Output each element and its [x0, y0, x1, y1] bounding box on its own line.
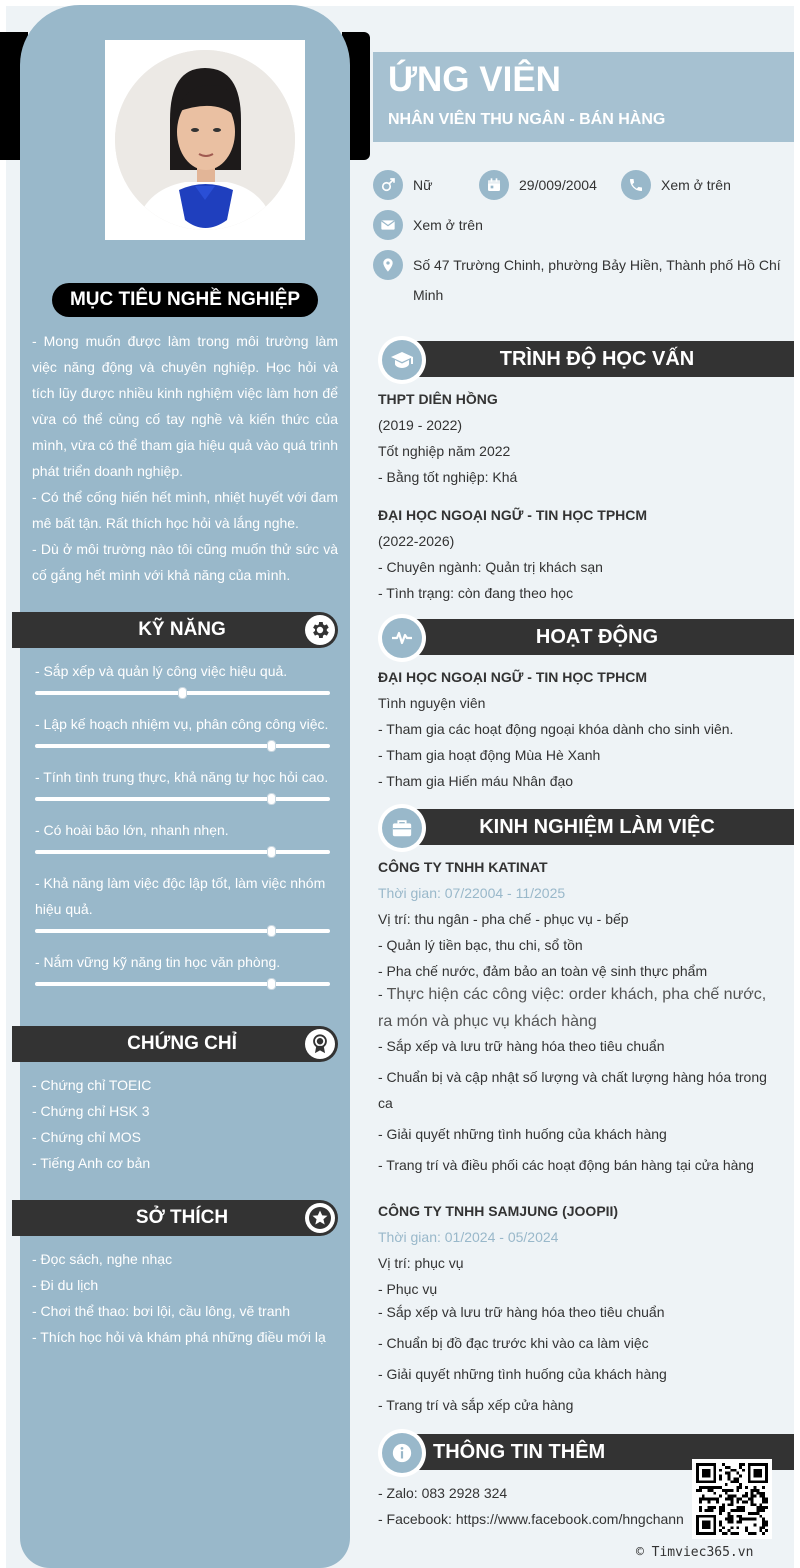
skill-bar [35, 982, 330, 986]
skills-header [12, 612, 338, 648]
job-line: Thực hiện các công việc: order khách, pha chế nước, ra món và phục vụ khách hàng [378, 986, 767, 1030]
activity-line: - Tham gia các hoạt động ngoại khóa dành cho sinh viên. [378, 721, 734, 737]
skill-level-knob [268, 741, 275, 751]
school-name: THPT DIÊN HỒNG [378, 391, 498, 407]
activities-header-badge [378, 614, 426, 662]
award-icon [305, 1029, 335, 1059]
qr-code [692, 1459, 772, 1539]
candidate-position: NHÂN VIÊN THU NGÂN - BÁN HÀNG [388, 111, 666, 128]
phone-text: Xem ở trên [661, 177, 731, 193]
birthday-text: 29/009/2004 [519, 177, 597, 193]
certificates-header [12, 1026, 338, 1062]
skill-level-knob [179, 688, 186, 698]
job-line-large [378, 981, 778, 1035]
skill-item [35, 711, 330, 737]
job-line: - Sắp xếp và lưu trữ hàng hóa theo tiêu chuẩn [378, 1304, 665, 1320]
job-line: - Chuẩn bị đồ đạc trước khi vào ca làm việc [378, 1335, 649, 1351]
education-line: - Bằng tốt nghiệp: Khá [378, 469, 518, 485]
objective-title: MỤC TIÊU NGHỀ NGHIỆP [52, 283, 318, 317]
job-line: - Trang trí và sắp xếp cửa hàng [378, 1397, 574, 1413]
activity-role: Tình nguyện viên [378, 695, 486, 711]
list-item: - Chứng chỉ HSK 3 [32, 1103, 150, 1119]
more-info-content [378, 1480, 698, 1532]
company-name: CÔNG TY TNHH KATINAT [378, 859, 548, 875]
star-icon [305, 1203, 335, 1233]
skill-item [35, 870, 330, 922]
skill-level-knob [268, 847, 275, 857]
gender-text: Nữ [413, 177, 433, 193]
education-entry-1 [378, 386, 778, 490]
skill-bar [35, 691, 330, 695]
activity-line: - Tham gia Hiến máu Nhân đạo [378, 773, 574, 789]
gear-icon [305, 615, 335, 645]
skill-item [35, 949, 330, 975]
avatar-photo [115, 50, 295, 230]
experience-header [378, 808, 794, 846]
education-line: - Tình trạng: còn đang theo học [378, 585, 574, 601]
job-line: - Phục vụ [378, 1281, 438, 1297]
job-line: - Trang trí và điều phối các hoạt động bán hàng tại cửa hàng [378, 1157, 754, 1173]
zalo-text: - Zalo: 083 2928 324 [378, 1485, 508, 1501]
skill-level-knob [268, 926, 275, 936]
job-time: Thời gian: 01/2024 - 05/2024 [378, 1229, 559, 1245]
address-line-2: Minh [413, 287, 444, 303]
school-period: (2019 - 2022) [378, 417, 463, 433]
education-title: TRÌNH ĐỘ HỌC VẤN [499, 348, 695, 370]
activities-title: HOẠT ĐỘNG [535, 626, 659, 648]
list-item: - Chứng chỉ MOS [32, 1129, 141, 1145]
skill-bar [35, 797, 330, 801]
skill-item [35, 817, 330, 843]
skills-title: KỸ NĂNG [138, 619, 226, 640]
job-line-dash: - [378, 986, 387, 1002]
education-entry-2 [378, 502, 778, 606]
more-info-title: THÔNG TIN THÊM [433, 1441, 606, 1463]
list-item: - Thích học hỏi và khám phá những điều mới lạ [32, 1329, 326, 1345]
avatar [105, 40, 305, 240]
activities-content [378, 664, 778, 794]
skill-text: - Nắm vững kỹ năng tin học văn phòng. [35, 954, 281, 970]
experience-title: KINH NGHIỆM LÀM VIỆC [479, 816, 715, 838]
job-line: - Pha chế nước, đảm bảo an toàn vệ sinh thực phẩm [378, 963, 708, 979]
activity-line: - Tham gia hoạt động Mùa Hè Xanh [378, 747, 601, 763]
skill-level-knob [268, 794, 275, 804]
company-name: CÔNG TY TNHH SAMJUNG (JOOPII) [378, 1203, 619, 1219]
job-entry-2 [378, 1198, 778, 1302]
activities-header [378, 618, 794, 656]
skill-text: - Khả năng làm việc độc lập tốt, làm việc nhóm hiệu quả. [35, 875, 326, 917]
gender-icon [373, 170, 403, 200]
skill-text: - Lập kế hoạch nhiệm vụ, phân công công việc. [35, 716, 329, 732]
candidate-name: ỨNG VIÊN [388, 60, 561, 99]
hobbies-header [12, 1200, 338, 1236]
list-item: - Đọc sách, nghe nhạc [32, 1251, 173, 1267]
education-line: - Chuyên ngành: Quản trị khách sạn [378, 559, 603, 575]
phone-icon [621, 170, 651, 200]
info-icon [382, 1433, 422, 1473]
education-line: Tốt nghiệp năm 2022 [378, 443, 511, 459]
education-header-badge [378, 336, 426, 384]
pulse-icon [382, 618, 422, 658]
objective-paragraph-3: - Dù ở môi trường nào tôi cũng muốn thử sức và cố gắng hết mình với khả năng của mình. [32, 541, 338, 583]
list-item: - Tiếng Anh cơ bản [32, 1155, 151, 1171]
email-text: Xem ở trên [413, 217, 483, 233]
skill-text: - Tính tình trung thực, khả năng tự học hỏi cao. [35, 769, 329, 785]
hobbies-list [32, 1246, 326, 1350]
skill-bar [35, 929, 330, 933]
job-role: Vị trí: thu ngân - pha chế - phục vụ - bếp [378, 911, 629, 927]
job-line: - Sắp xếp và lưu trữ hàng hóa theo tiêu chuẩn [378, 1038, 665, 1054]
skill-text: - Sắp xếp và quản lý công việc hiệu quả. [35, 663, 288, 679]
calendar-icon [479, 170, 509, 200]
job-line: - Quản lý tiền bạc, thu chi, sổ tồn [378, 937, 583, 953]
copyright-text: © Timviec365.vn [636, 1545, 754, 1560]
job-line: - Chuẩn bị và cập nhật số lượng và chất lượng hàng hóa trong ca [378, 1069, 767, 1111]
skill-bar [35, 850, 330, 854]
job-role: Vị trí: phục vụ [378, 1255, 464, 1271]
skill-item [35, 658, 330, 684]
job-entry-1 [378, 854, 778, 984]
skill-text: - Có hoài bão lớn, nhanh nhẹn. [35, 822, 229, 838]
list-item: - Đi du lịch [32, 1277, 99, 1293]
skill-bar [35, 744, 330, 748]
certificates-list [32, 1072, 151, 1176]
education-header [378, 340, 794, 378]
job-line: - Giải quyết những tình huống của khách hàng [378, 1126, 667, 1142]
list-item: - Chứng chỉ TOEIC [32, 1077, 152, 1093]
experience-header-badge [378, 804, 426, 852]
address-line-1: Số 47 Trường Chinh, phường Bảy Hiền, Thành phố Hồ Chí [413, 257, 781, 273]
hobbies-title: SỞ THÍCH [135, 1207, 229, 1228]
activity-org: ĐẠI HỌC NGOẠI NGỮ - TIN HỌC TPHCM [378, 669, 648, 685]
location-icon [373, 250, 403, 280]
email-icon [373, 210, 403, 240]
list-item: - Chơi thể thao: bơi lội, cầu lông, vẽ tranh [32, 1303, 291, 1319]
job-line: - Giải quyết những tình huống của khách hàng [378, 1366, 667, 1382]
school-period: (2022-2026) [378, 533, 455, 549]
objective-paragraph-2: - Có thể cống hiến hết mình, nhiệt huyết với đam mê bất tận. Rất thích học hỏi và lắng nghe. [32, 489, 338, 531]
certificates-title: CHỨNG CHỈ [127, 1033, 237, 1054]
school-name: ĐẠI HỌC NGOẠI NGỮ - TIN HỌC TPHCM [378, 507, 648, 523]
skill-item [35, 764, 330, 790]
graduation-cap-icon [382, 340, 422, 380]
objective-paragraph-1: - Mong muốn được làm trong môi trường làm việc năng động và chuyên nghiệp. Học hỏi và tích lũy được nhiều kinh nghiệm việc làm hơn để vừa có thể củng cố tay nghề và kiến thức của mình, vừa có thể tham gia hiệu quả vào quá trình phát triển doanh nghiệp. [32, 333, 338, 479]
more-info-header-badge [378, 1429, 426, 1477]
name-header [373, 52, 794, 142]
facebook-link[interactable]: - Facebook: https://www.facebook.com/hngchann [378, 1511, 684, 1527]
briefcase-icon [382, 808, 422, 848]
skill-level-knob [268, 979, 275, 989]
job-time: Thời gian: 07/22004 - 11/2025 [378, 885, 566, 901]
